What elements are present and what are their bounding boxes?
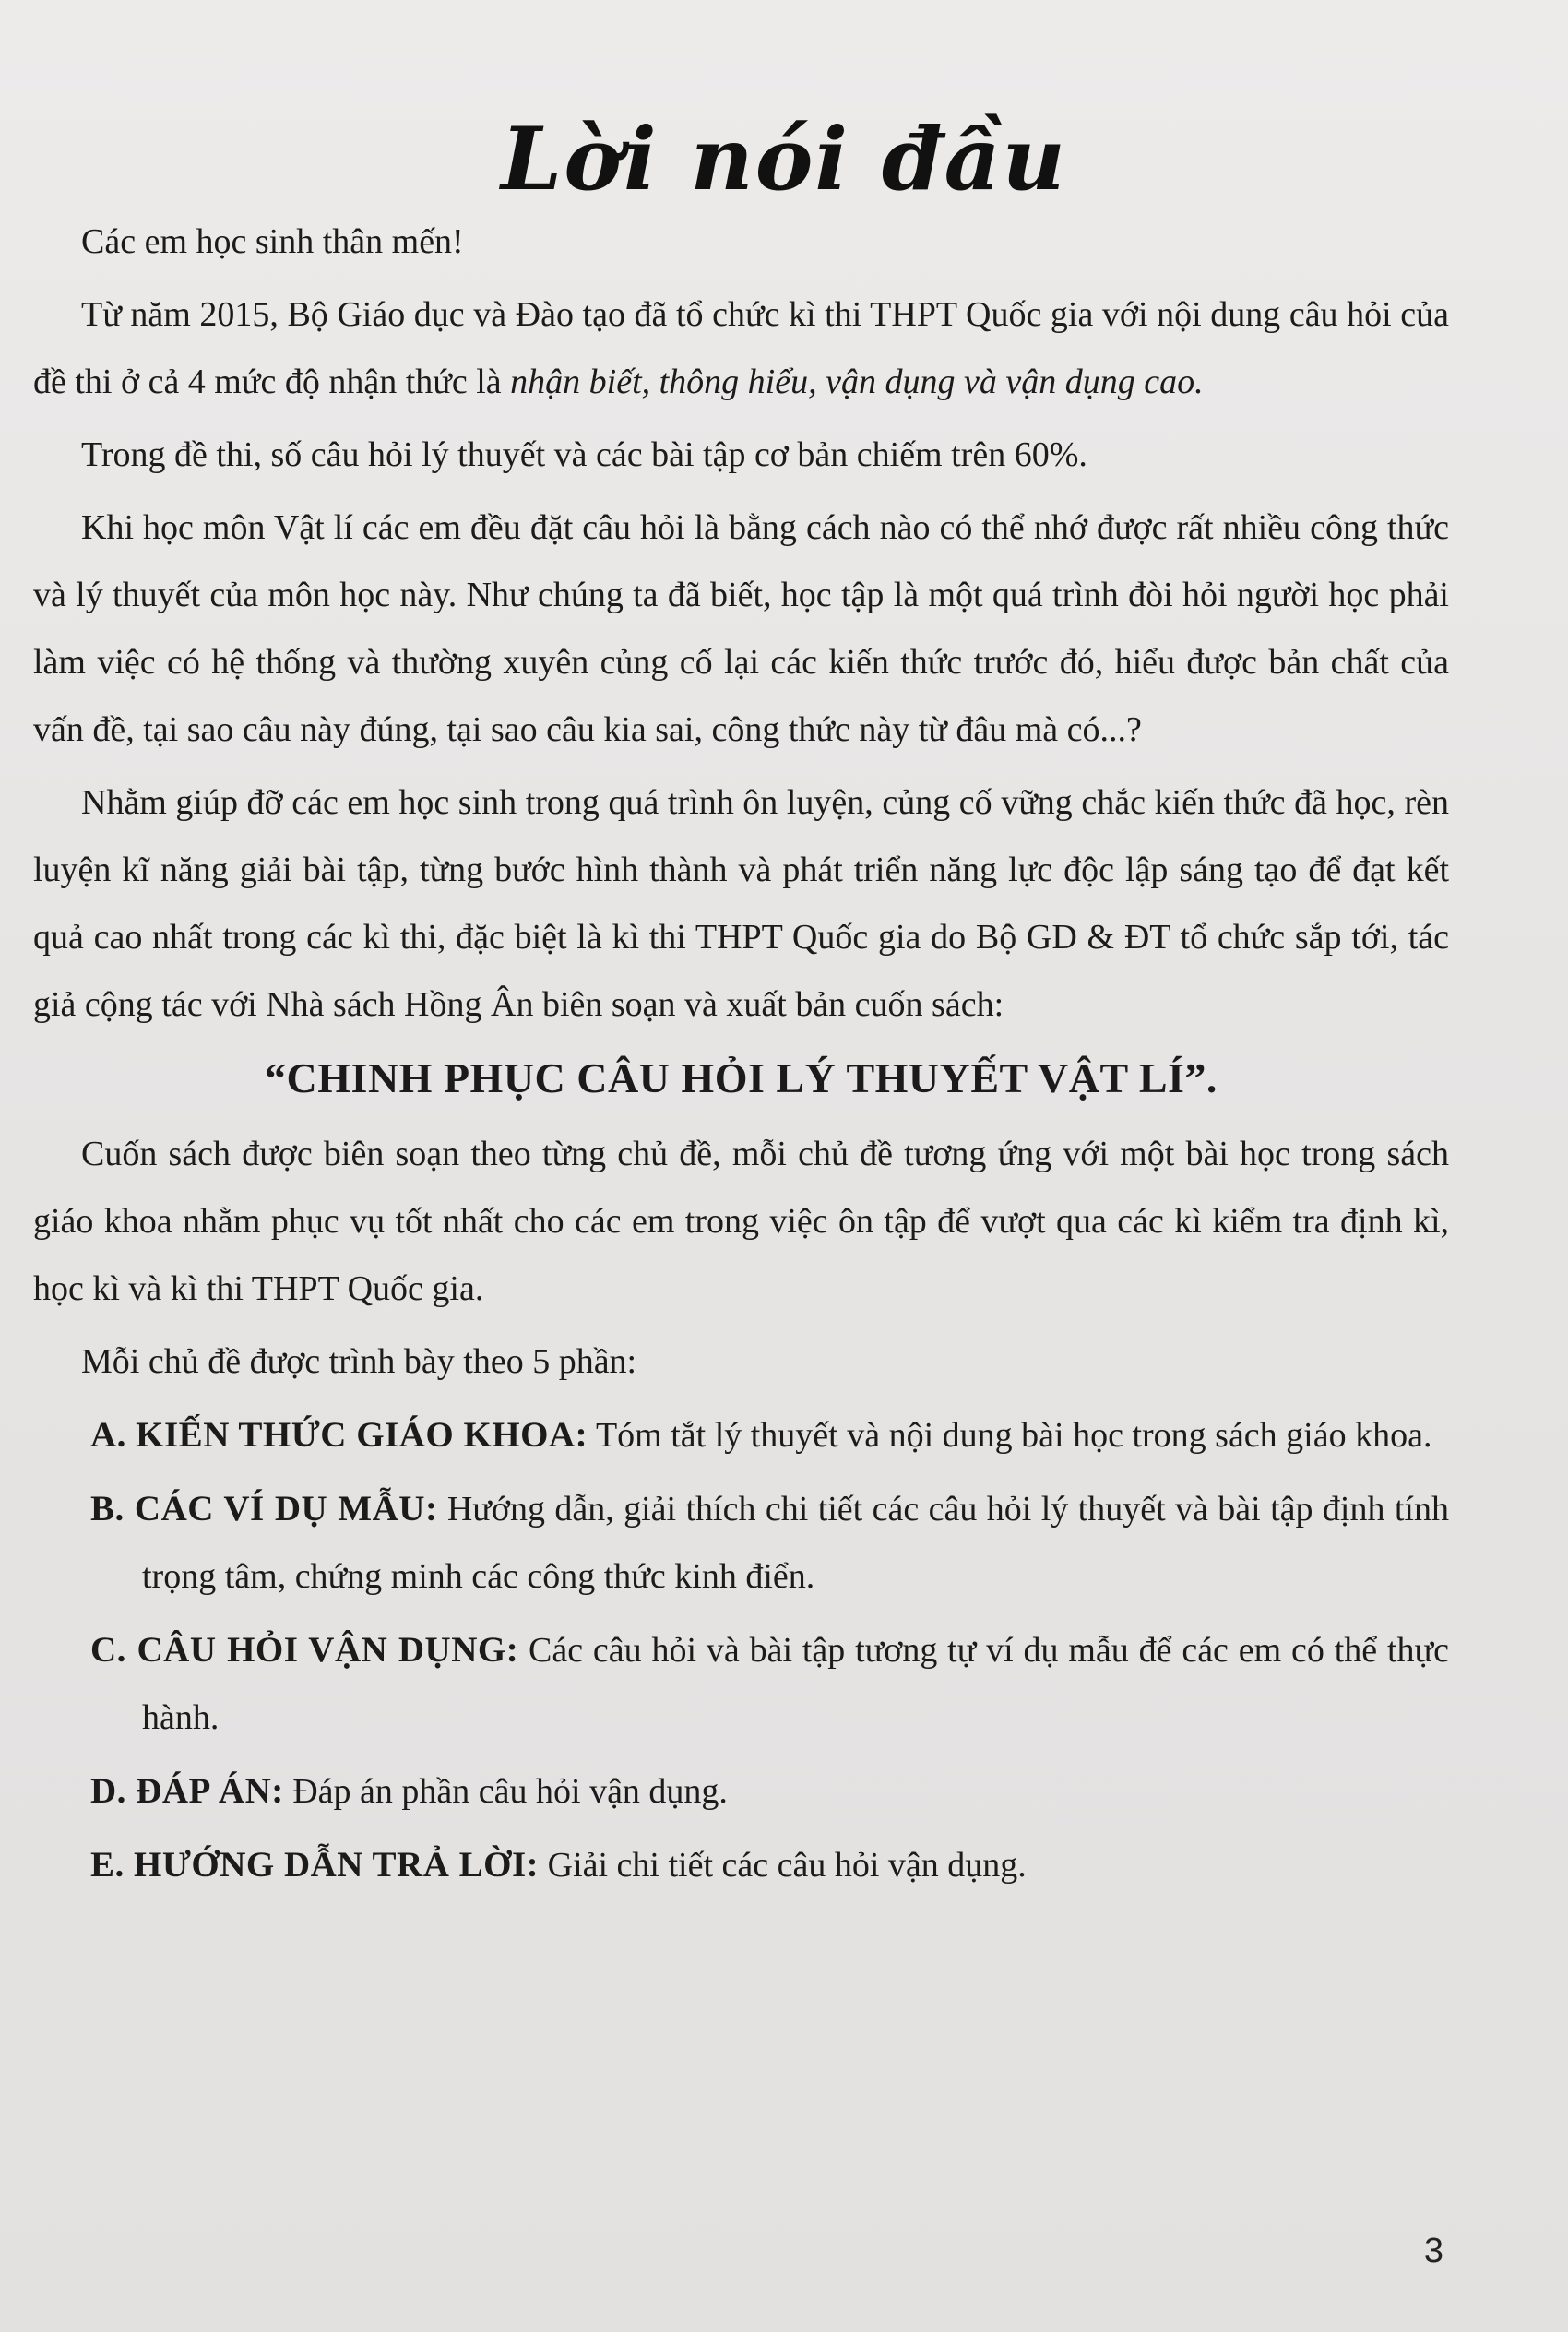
part-b-label: B. CÁC VÍ DỤ MẪU:	[90, 1489, 438, 1529]
part-d	[33, 1757, 1449, 1826]
greeting: Các em học sinh thân mến!	[81, 222, 464, 261]
paragraph-3: Khi học môn Vật lí các em đều đặt câu hỏi là bằng cách nào có thể nhớ được rất nhiều công thức và lý thuyết của môn học này. Như chúng ta đã biết, học tập là một quá trình đòi hỏi người học phải làm việc có hệ thống và thường xuyên củng cố lại các kiến thức trước đó, hiểu được bản chất của vấn đề, tại sao câu này đúng, tại sao câu kia sai, công thức này từ đâu mà có...?	[33, 508, 1449, 749]
paragraph-4: Nhằm giúp đỡ các em học sinh trong quá trình ôn luyện, củng cố vững chắc kiến thức đã học, rèn luyện kĩ năng giải bài tập, từng bước hình thành và phát triển năng lực độc lập sáng tạo để đạt kết quả cao nhất trong các kì thi, đặc biệt là kì thi THPT Quốc gia do Bộ GD & ĐT tổ chức sắp tới, tác giả cộng tác với Nhà sách Hồng Ân biên soạn và xuất bản cuốn sách:	[33, 783, 1449, 1024]
part-a-text: Tóm tắt lý thuyết và nội dung bài học trong sách giáo khoa.	[588, 1416, 1432, 1455]
part-b	[33, 1475, 1449, 1611]
paragraph-5: Cuốn sách được biên soạn theo từng chủ đề, mỗi chủ đề tương ứng với một bài học trong sách giáo khoa nhằm phục vụ tốt nhất cho các em trong việc ôn tập để vượt qua các kì kiểm tra định kì, học kì và kì thi THPT Quốc gia.	[33, 1135, 1449, 1308]
paragraph-6: Mỗi chủ đề được trình bày theo 5 phần:	[81, 1342, 637, 1381]
paragraph-2: Trong đề thi, số câu hỏi lý thuyết và các bài tập cơ bản chiếm trên 60%.	[81, 435, 1087, 474]
page-number: 3	[1423, 2231, 1443, 2270]
body-text	[33, 208, 1449, 1905]
part-e-label: E. HƯỚNG DẪN TRẢ LỜI:	[90, 1845, 540, 1885]
part-d-text: Đáp án phần câu hỏi vận dụng.	[283, 1772, 728, 1811]
paragraph-1-text: Từ năm 2015, Bộ Giáo dục và Đào tạo đã tổ chức kì thi THPT Quốc gia với nội dung câu hỏi của đề thi ở cả 4 mức độ nhận thức là	[33, 295, 1449, 401]
paragraph-1	[33, 281, 1449, 416]
book-title: “CHINH PHỤC CÂU HỎI LÝ THUYẾT VẬT LÍ”.	[265, 1054, 1218, 1101]
part-a	[33, 1401, 1449, 1469]
part-b-text: Hướng dẫn, giải thích chi tiết các câu hỏi lý thuyết và bài tập định tính trọng tâm, chứng minh các công thức kinh điển.	[142, 1490, 1449, 1596]
part-c-label: C. CÂU HỎI VẬN DỤNG:	[90, 1630, 519, 1670]
page-heading: Lời nói đầu	[501, 109, 1067, 210]
part-e-text: Giải chi tiết các câu hỏi vận dụng.	[539, 1846, 1027, 1885]
part-e	[33, 1831, 1449, 1899]
part-d-label: D. ĐÁP ÁN:	[90, 1771, 284, 1811]
part-c-text: Các câu hỏi và bài tập tương tự ví dụ mẫu để các em có thể thực hành.	[142, 1631, 1449, 1737]
part-a-label: A. KIẾN THỨC GIÁO KHOA:	[90, 1415, 588, 1455]
paragraph-1-emphasis: nhận biết, thông hiểu, vận dụng và vận dụng cao.	[510, 363, 1204, 401]
part-c	[33, 1616, 1449, 1752]
